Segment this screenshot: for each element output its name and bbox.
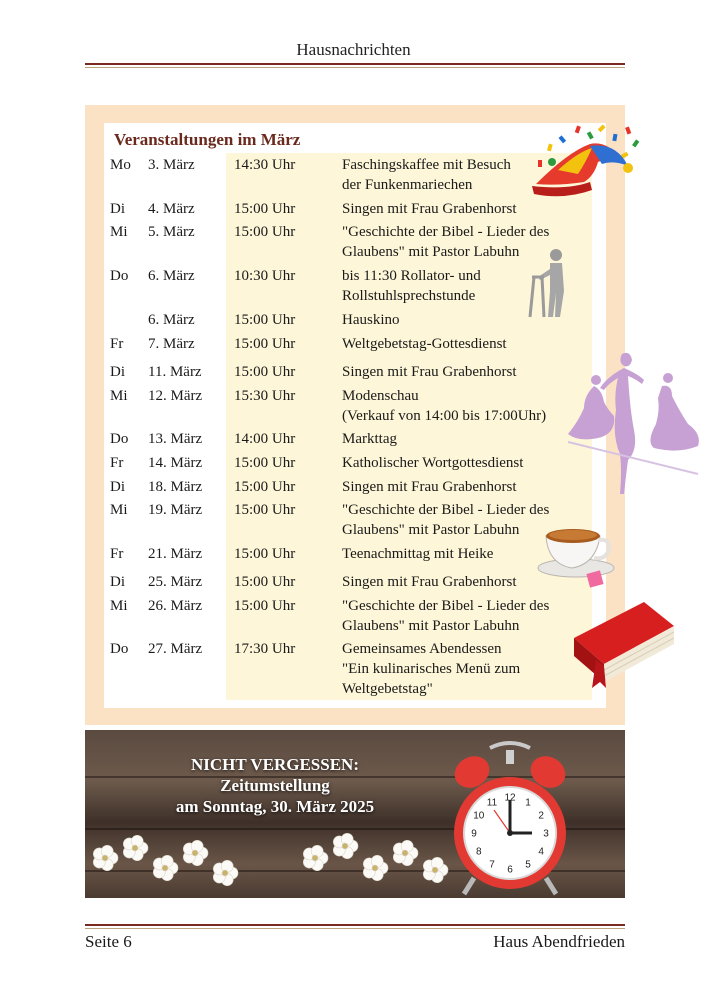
clock-numeral: 7	[489, 859, 495, 871]
page-number: Seite 6	[85, 932, 132, 951]
event-description-line: Rollstuhlsprechstunde	[342, 288, 476, 304]
event-date: 14. März	[148, 455, 203, 471]
event-description-line: Hauskino	[342, 312, 400, 328]
event-day: Di	[110, 201, 125, 217]
event-time: 15:00 Uhr	[234, 364, 296, 380]
event-day: Mi	[110, 388, 128, 404]
event-time: 15:00 Uhr	[234, 312, 296, 328]
event-date: 5. März	[148, 224, 195, 240]
event-date: 3. März	[148, 157, 195, 173]
banner-line-2: Zeitumstellung	[220, 776, 330, 795]
event-time: 15:00 Uhr	[234, 479, 296, 495]
time-change-banner	[85, 730, 625, 898]
banner-line-3: am Sonntag, 30. März 2025	[175, 797, 375, 816]
red-book-icon	[566, 598, 678, 690]
event-description-line: bis 11:30 Rollator- und	[342, 268, 481, 284]
event-day: Do	[110, 431, 129, 447]
event-date: 27. März	[148, 641, 203, 657]
house-name: Haus Abendfrieden	[493, 932, 625, 951]
dancing-woman-dresses-icon	[568, 350, 704, 495]
event-time: 15:00 Uhr	[234, 224, 296, 240]
event-description-line: Singen mit Frau Grabenhorst	[342, 364, 517, 380]
event-time: 15:00 Uhr	[234, 546, 296, 562]
clock-numeral: 10	[473, 810, 485, 822]
page-header-title: Hausnachrichten	[296, 40, 411, 59]
event-day: Mi	[110, 502, 128, 518]
rollator-person-icon	[528, 247, 573, 319]
event-time: 15:00 Uhr	[234, 455, 296, 471]
event-date: 21. März	[148, 546, 203, 562]
event-date: 11. März	[148, 364, 202, 380]
banner-line-1: NICHT VERGESSEN:	[190, 755, 359, 774]
event-date: 26. März	[148, 598, 203, 614]
footer-rule	[85, 924, 625, 929]
event-description-line: Katholischer Wortgottesdienst	[342, 455, 524, 471]
clock-numeral: 1	[525, 797, 531, 809]
event-date: 18. März	[148, 479, 203, 495]
event-description-line: Modenschau	[342, 388, 419, 404]
event-description-line: Glaubens" mit Pastor Labuhn	[342, 618, 520, 634]
clock-numeral: 2	[538, 810, 544, 822]
event-description-line: Singen mit Frau Grabenhorst	[342, 479, 517, 495]
event-time: 14:00 Uhr	[234, 431, 296, 447]
event-day: Do	[110, 641, 129, 657]
clock-numeral: 4	[538, 846, 544, 858]
event-description	[342, 199, 592, 219]
event-day: Di	[110, 479, 125, 495]
event-description	[342, 477, 592, 497]
event-description-line: Singen mit Frau Grabenhorst	[342, 574, 517, 590]
event-day: Di	[110, 364, 125, 380]
event-day: Di	[110, 574, 125, 590]
event-time: 15:00 Uhr	[234, 336, 296, 352]
event-description	[342, 639, 592, 699]
event-time: 10:30 Uhr	[234, 268, 296, 284]
event-description-line: Glaubens" mit Pastor Labuhn	[342, 244, 520, 260]
event-description-line: Singen mit Frau Grabenhorst	[342, 201, 517, 217]
event-description	[342, 429, 592, 449]
event-description-line: "Geschichte der Bibel - Lieder des	[342, 598, 550, 614]
event-day: Mi	[110, 598, 128, 614]
clock-numeral: 11	[486, 797, 498, 809]
event-description-line: Glaubens" mit Pastor Labuhn	[342, 522, 520, 538]
event-date: 19. März	[148, 502, 203, 518]
clock-numeral: 12	[504, 792, 516, 804]
event-description	[342, 362, 592, 382]
blossom-icon	[85, 818, 465, 898]
event-description-line: der Funkenmariechen	[342, 177, 473, 193]
event-description-line: "Ein kulinarisches Menü zum	[342, 661, 521, 677]
jester-hat-icon	[528, 122, 643, 202]
event-time: 15:30 Uhr	[234, 388, 296, 404]
event-time: 15:00 Uhr	[234, 574, 296, 590]
events-title: Veranstaltungen im März	[114, 130, 301, 149]
alarm-clock-icon	[450, 738, 570, 898]
banner-text	[145, 754, 405, 817]
event-date: 12. März	[148, 388, 203, 404]
clock-numeral: 9	[471, 828, 477, 840]
event-date: 13. März	[148, 431, 203, 447]
clock-numeral: 3	[543, 828, 549, 840]
event-date: 6. März	[148, 312, 195, 328]
clock-numeral: 8	[476, 846, 482, 858]
event-time: 15:00 Uhr	[234, 598, 296, 614]
event-time: 14:30 Uhr	[234, 157, 296, 173]
event-description	[342, 386, 592, 426]
clock-numeral: 6	[507, 864, 513, 876]
event-date: 7. März	[148, 336, 195, 352]
event-day: Fr	[110, 455, 124, 471]
event-description-line: Faschingskaffee mit Besuch	[342, 157, 511, 173]
event-day: Mi	[110, 224, 128, 240]
event-description-line: Markttag	[342, 431, 397, 447]
event-description-line: Teenachmittag mit Heike	[342, 546, 494, 562]
event-time: 17:30 Uhr	[234, 641, 296, 657]
event-date: 4. März	[148, 201, 195, 217]
header-rule	[85, 63, 625, 68]
event-description-line: "Geschichte der Bibel - Lieder des	[342, 502, 550, 518]
event-date: 25. März	[148, 574, 203, 590]
event-description-line: "Geschichte der Bibel - Lieder des	[342, 224, 550, 240]
event-description	[342, 334, 592, 354]
event-description	[342, 596, 592, 636]
event-day: Fr	[110, 546, 124, 562]
event-description-line: (Verkauf von 14:00 bis 17:00Uhr)	[342, 408, 547, 424]
event-day: Mo	[110, 157, 131, 173]
event-day: Fr	[110, 336, 124, 352]
event-time: 15:00 Uhr	[234, 201, 296, 217]
event-date: 6. März	[148, 268, 195, 284]
clock-numeral: 5	[525, 859, 531, 871]
event-description-line: Weltgebetstag"	[342, 681, 433, 697]
teacup-icon	[536, 520, 616, 590]
event-description-line: Gemeinsames Abendessen	[342, 641, 502, 657]
event-description	[342, 453, 592, 473]
event-description-line: Weltgebetstag-Gottesdienst	[342, 336, 507, 352]
event-day: Do	[110, 268, 129, 284]
event-time: 15:00 Uhr	[234, 502, 296, 518]
